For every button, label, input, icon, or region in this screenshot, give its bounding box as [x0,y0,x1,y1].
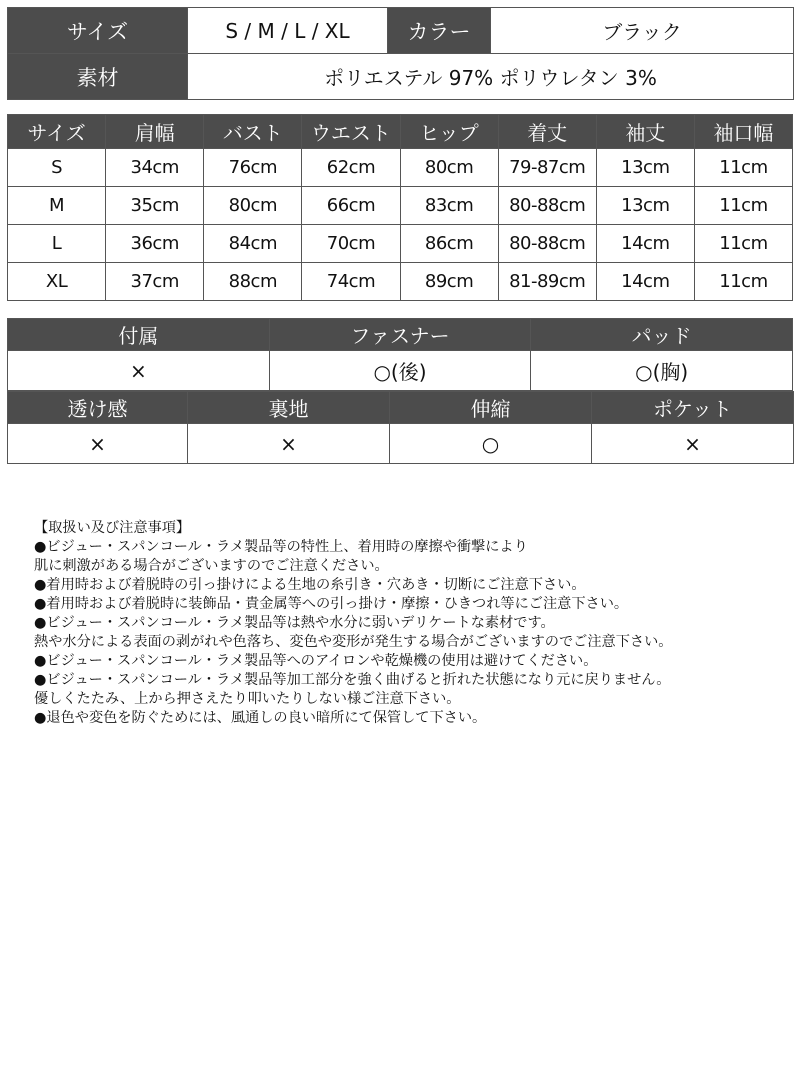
accessory-header: 付属 [8,319,270,351]
size-header: 袖丈 [596,115,694,149]
feature-value-row [8,351,793,391]
size-cell: 80-88cm [498,225,596,263]
size-cell: 84cm [204,225,302,263]
size-header: 肩幅 [106,115,204,149]
pocket-header: ポケット [592,392,794,424]
size-cell: 13cm [596,187,694,225]
care-note-line: ●着用時および着脱時の引っ掛けによる生地の糸引き・穴あき・切断にご注意下さい。 [34,577,586,593]
care-notes [34,519,774,728]
size-header: ウエスト [302,115,400,149]
size-cell: XL [8,263,106,301]
size-cell: 11cm [694,225,792,263]
feature-value-row [8,424,794,464]
size-cell: 81-89cm [498,263,596,301]
size-table-header-row [8,115,793,149]
size-cell: 89cm [400,263,498,301]
pad-value: ○(胸) [531,351,793,391]
care-note-line: ●ビジュー・スパンコール・ラメ製品等の特性上、着用時の摩擦や衝撃により [34,539,528,555]
size-cell: 37cm [106,263,204,301]
size-header: 袖口幅 [694,115,792,149]
size-cell: 14cm [596,225,694,263]
size-row-xl [8,263,793,301]
size-cell: 80-88cm [498,187,596,225]
size-cell: 86cm [400,225,498,263]
size-cell: 62cm [302,149,400,187]
feature-header-row [8,392,794,424]
care-note-line: ●ビジュー・スパンコール・ラメ製品等は熱や水分に弱いデリケートな素材です。 [34,615,555,631]
sheerness-value: × [8,424,188,464]
color-value: ブラック [491,8,794,54]
material-value: ポリエステル 97% ポリウレタン 3% [188,54,794,100]
size-cell: 35cm [106,187,204,225]
size-cell: S [8,149,106,187]
care-notes-title: 【取扱い及び注意事項】 [34,520,191,536]
size-table [7,114,793,301]
color-label: カラー [388,8,491,54]
spec-row-size-color [8,8,794,54]
size-cell: 76cm [204,149,302,187]
size-cell: 11cm [694,263,792,301]
stretch-value: ○ [390,424,592,464]
spec-row-material [8,54,794,100]
pocket-value: × [592,424,794,464]
material-label: 素材 [8,54,188,100]
feature-table-properties [7,391,794,464]
care-note-line: ●ビジュー・スパンコール・ラメ製品等へのアイロンや乾燥機の使用は避けてください。 [34,653,598,669]
care-note-line: ●ビジュー・スパンコール・ラメ製品等加工部分を強く曲げると折れた状態になり元に戻りません。 [34,672,671,688]
size-cell: 66cm [302,187,400,225]
size-cell: 70cm [302,225,400,263]
size-value: S / M / L / XL [188,8,388,54]
size-cell: 80cm [204,187,302,225]
size-row-l [8,225,793,263]
size-cell: M [8,187,106,225]
size-row-s [8,149,793,187]
fastener-header: ファスナー [269,319,531,351]
size-cell: 11cm [694,187,792,225]
size-cell: 80cm [400,149,498,187]
feature-header-row [8,319,793,351]
care-note-line: ●退色や変色を防ぐためには、風通しの良い暗所にて保管して下さい。 [34,710,487,726]
care-note-line: 優しくたたみ、上から押さえたり叩いたりしない様ご注意下さい。 [34,691,461,707]
size-cell: 14cm [596,263,694,301]
size-header: サイズ [8,115,106,149]
size-header: ヒップ [400,115,498,149]
care-note-line: 肌に刺激がある場合がございますのでご注意ください。 [34,558,389,574]
size-header: バスト [204,115,302,149]
stretch-header: 伸縮 [390,392,592,424]
accessory-value: × [8,351,270,391]
size-header: 着丈 [498,115,596,149]
size-cell: L [8,225,106,263]
size-label: サイズ [8,8,188,54]
fastener-value: ○(後) [269,351,531,391]
feature-table-accessories [7,318,793,391]
pad-header: パッド [531,319,793,351]
size-cell: 88cm [204,263,302,301]
lining-header: 裏地 [188,392,390,424]
lining-value: × [188,424,390,464]
size-cell: 34cm [106,149,204,187]
size-row-m [8,187,793,225]
size-cell: 74cm [302,263,400,301]
care-note-line: ●着用時および着脱時に装飾品・貴金属等への引っ掛け・摩擦・ひきつれ等にご注意下さい。 [34,596,629,612]
size-cell: 79-87cm [498,149,596,187]
care-note-line: 熱や水分による表面の剥がれや色落ち、変色や変形が発生する場合がございますのでご注意下さい。 [34,634,673,650]
sheerness-header: 透け感 [8,392,188,424]
size-cell: 83cm [400,187,498,225]
size-cell: 11cm [694,149,792,187]
size-cell: 13cm [596,149,694,187]
size-cell: 36cm [106,225,204,263]
spec-table [7,7,794,100]
